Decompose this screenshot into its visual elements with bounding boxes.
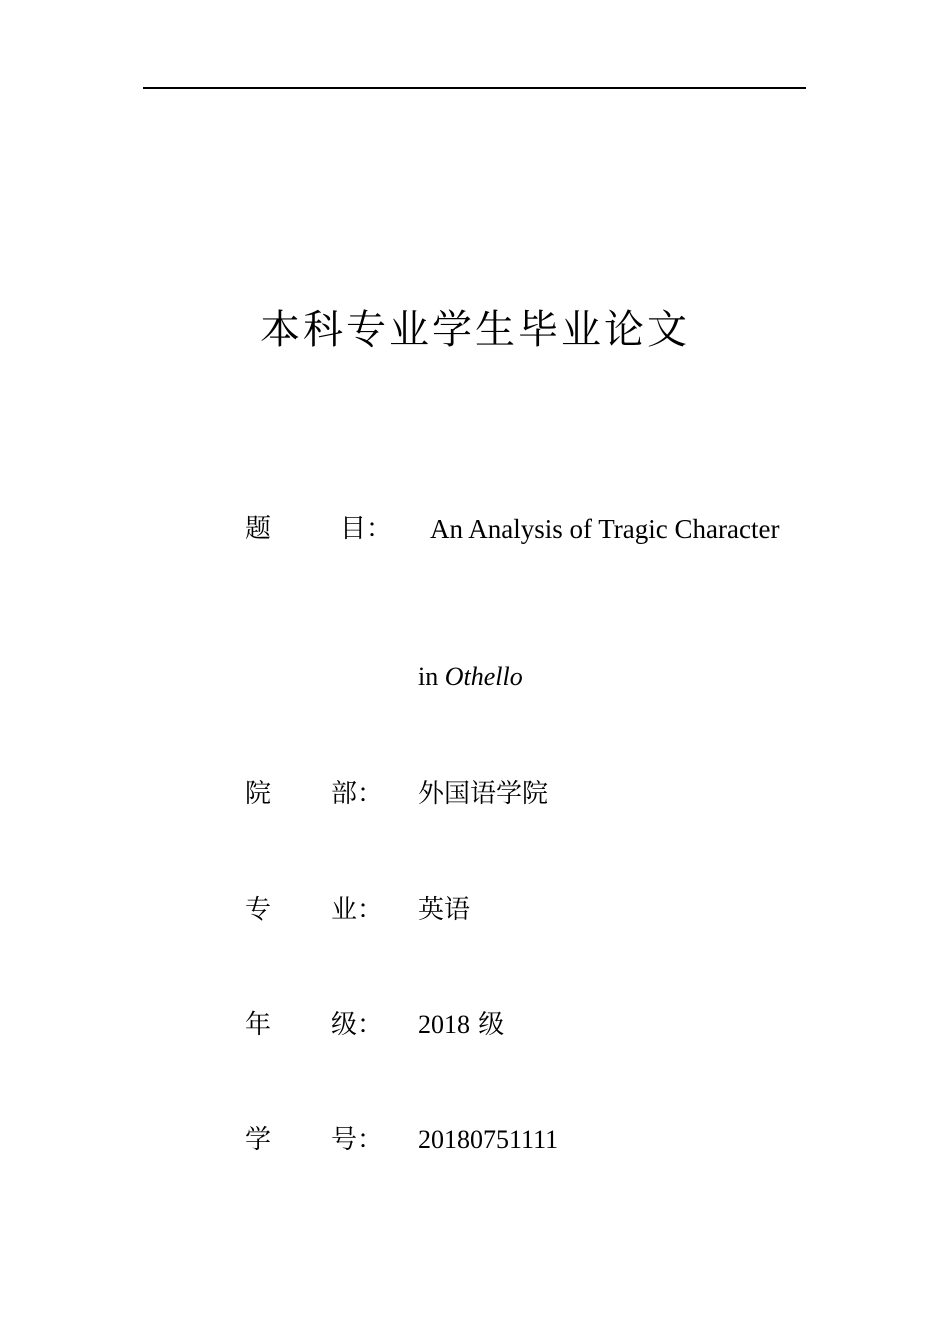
department-label-char-1: 院 — [245, 779, 272, 809]
grade-suffix: 级 — [470, 1010, 505, 1040]
grade-year: 2018 — [418, 1010, 470, 1039]
document-heading: 本科专业学生毕业论文 — [260, 307, 690, 353]
major-label — [245, 893, 383, 927]
student-id-label-char-2: 号： — [331, 1125, 384, 1155]
thesis-title-work-name: Othello — [444, 662, 523, 691]
major-label-char-1: 专 — [245, 895, 272, 925]
student-id-value: 20180751111 — [418, 1125, 559, 1154]
student-id-label — [245, 1123, 383, 1157]
thesis-title-prefix: in — [418, 662, 445, 691]
major-label-char-2: 业： — [331, 895, 384, 925]
department-label-char-2: 部： — [331, 779, 384, 809]
grade-value — [418, 1008, 504, 1042]
thesis-title-line-2 — [418, 660, 523, 694]
major-value: 英语 — [418, 895, 471, 925]
title-label-char-1: 题 — [245, 514, 272, 544]
department-label — [245, 777, 383, 811]
header-rule — [143, 87, 806, 89]
thesis-title-line-1: An Analysis of Tragic Character — [430, 514, 780, 544]
grade-label — [245, 1008, 383, 1042]
title-label-char-2: 目： — [340, 514, 393, 544]
grade-label-char-1: 年 — [245, 1010, 272, 1040]
department-value: 外国语学院 — [418, 779, 549, 809]
grade-label-char-2: 级： — [331, 1010, 384, 1040]
student-id-label-char-1: 学 — [245, 1125, 272, 1155]
title-label — [245, 512, 392, 546]
